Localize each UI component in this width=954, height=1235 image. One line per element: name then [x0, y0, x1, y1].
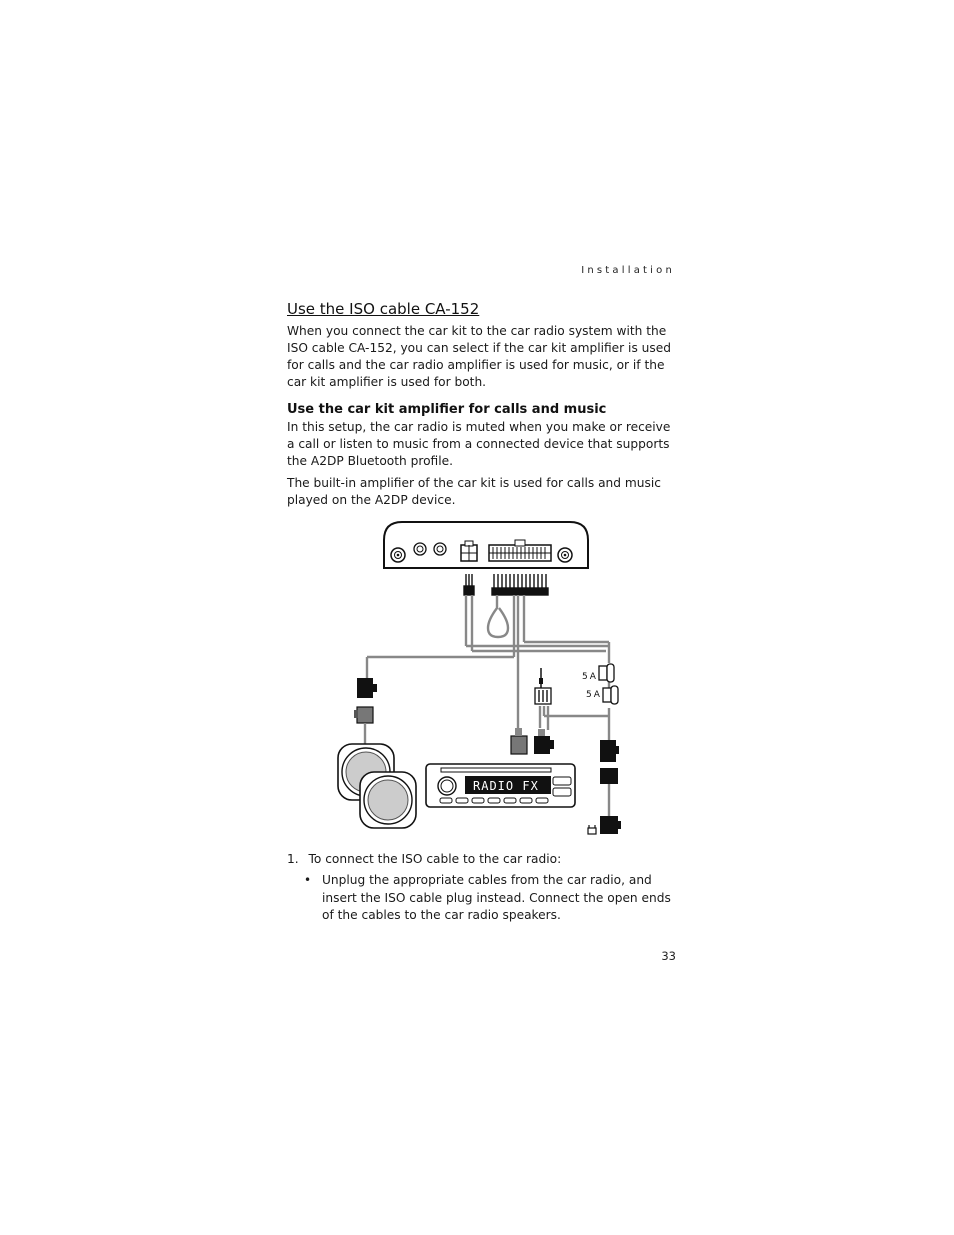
small-connector: [535, 688, 551, 704]
intro-paragraph: When you connect the car kit to the car radio system with the ISO cable CA-152, you can select if the car kit amplifier is used for calls and the car radio amplifier is used for music, or if the car kit amplifier is used for both.: [287, 324, 671, 389]
section-title: Use the ISO cable CA-152: [287, 300, 480, 318]
setup-paragraph: In this setup, the car radio is muted when you make or receive a call or listen to music from a connected device that supports the A2DP Bluetooth profile.: [287, 420, 671, 468]
subsection-title: Use the car kit amplifier for calls and music: [287, 402, 607, 417]
step-1: [287, 851, 561, 868]
speaker: [338, 744, 416, 828]
connector-plugs: [464, 574, 548, 595]
fuse-label-1: 5A: [582, 672, 598, 682]
wiring-diagram: [330, 518, 630, 840]
step-number: 1.: [287, 852, 299, 866]
bullet-item: Unplug the appropriate cables from the car radio, and insert the ISO cable plug instead. Connect the open ends of the cables to the car radio speakers.: [322, 873, 671, 922]
battery-icon: [588, 825, 596, 834]
amplifier-paragraph: The built-in amplifier of the car kit is used for calls and music played on the A2DP device.: [287, 476, 661, 507]
running-header: Installation: [581, 265, 675, 276]
car-kit-unit: [384, 522, 588, 568]
radio-connectors: [511, 728, 554, 754]
power-connectors: [600, 740, 621, 834]
speaker-connector: [354, 678, 377, 744]
step-text: To connect the ISO cable to the car radio:: [308, 852, 562, 866]
pin-connector: [539, 678, 543, 684]
radio-display-text: RADIO FX: [473, 779, 539, 793]
page-number: 33: [661, 949, 676, 963]
fuse-label-2: 5A: [586, 690, 602, 700]
bullet-symbol: •: [304, 873, 312, 887]
